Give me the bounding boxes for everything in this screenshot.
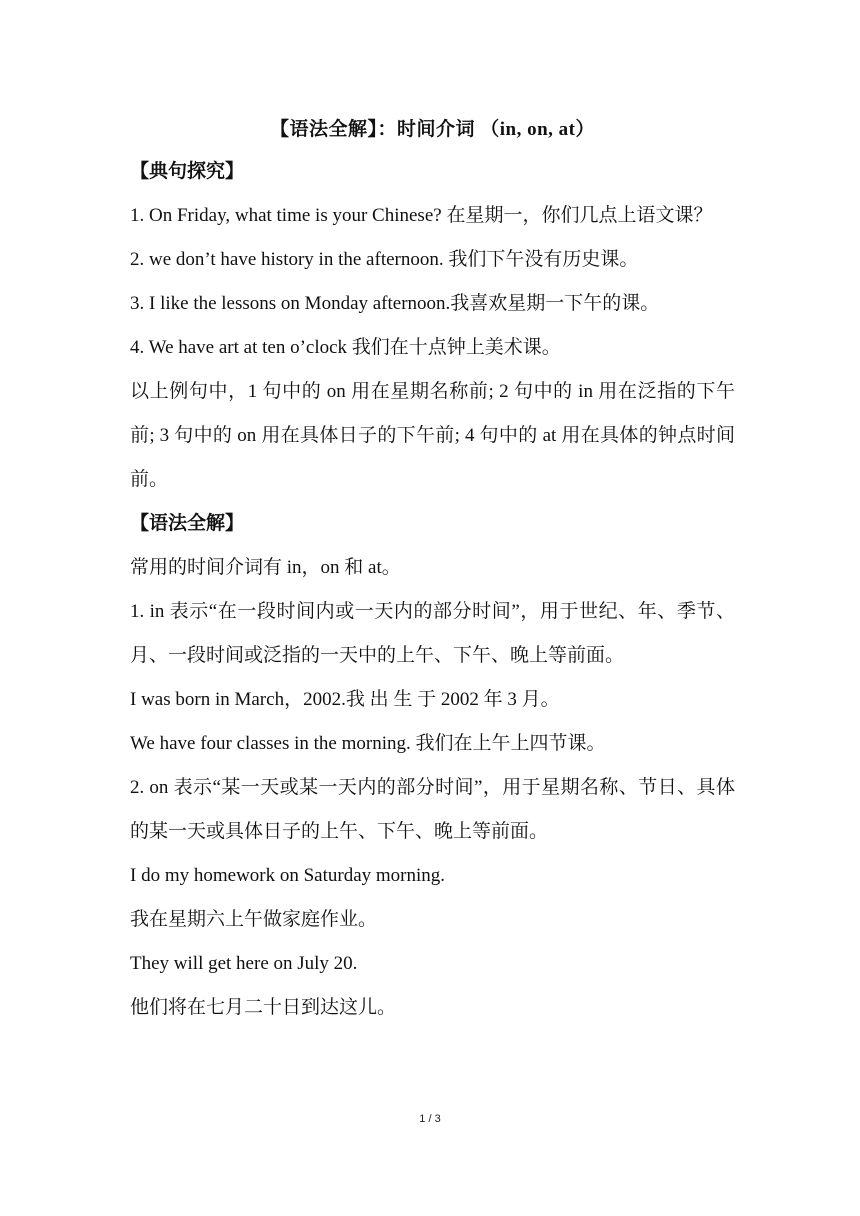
grammar-point-on: 2. on 表示“某一天或某一天内的部分时间”，用于星期名称、节日、具体的某一天或具体日子的上午、下午、晚上等前面。	[130, 777, 735, 842]
example-sentence-4: 4. We have art at ten o’clock 我们在十点钟上美术课。	[130, 337, 561, 358]
example-sentence-2: 2. we don’t have history in the afternoon. 我们下午没有历史课。	[130, 249, 639, 270]
section-heading-example-sentences: 【典句探究】	[130, 161, 245, 182]
section-heading-grammar: 【语法全解】	[130, 513, 245, 534]
example-sentence-3: 3. I like the lessons on Monday afternoon.我喜欢星期一下午的课。	[130, 293, 660, 314]
document-content	[130, 110, 735, 1030]
example-on-2-chinese: 他们将在七月二十日到达这儿。	[130, 997, 397, 1018]
example-on-1-english: I do my homework on Saturday morning.	[130, 865, 446, 886]
page-number: 1 / 3	[419, 1113, 441, 1125]
example-in-2: We have four classes in the morning. 我们在上午上四节课。	[130, 733, 606, 754]
explanation-paragraph: 以上例句中，1 句中的 on 用在星期名称前; 2 句中的 in 用在泛指的下午前; 3 句中的 on 用在具体日子的下午前; 4 句中的 at 用在具体的钟点时间前。	[130, 381, 735, 490]
example-sentence-1: 1. On Friday, what time is your Chinese? 在星期一，你们几点上语文课？	[130, 205, 713, 226]
example-in-1: I was born in March，2002.我 出 生 于 2002 年 3 月。	[130, 689, 560, 710]
page-title: 【语法全解】：时间介词 （in, on, at）	[270, 119, 595, 140]
example-on-2-english: They will get here on July 20.	[130, 953, 358, 974]
grammar-point-in: 1. in 表示“在一段时间内或一天内的部分时间”，用于世纪、年、季节、月、一段时间或泛指的一天中的上午、下午、晚上等前面。	[130, 601, 735, 666]
grammar-intro: 常用的时间介词有 in，on 和 at。	[130, 557, 401, 578]
example-on-1-chinese: 我在星期六上午做家庭作业。	[130, 909, 378, 930]
